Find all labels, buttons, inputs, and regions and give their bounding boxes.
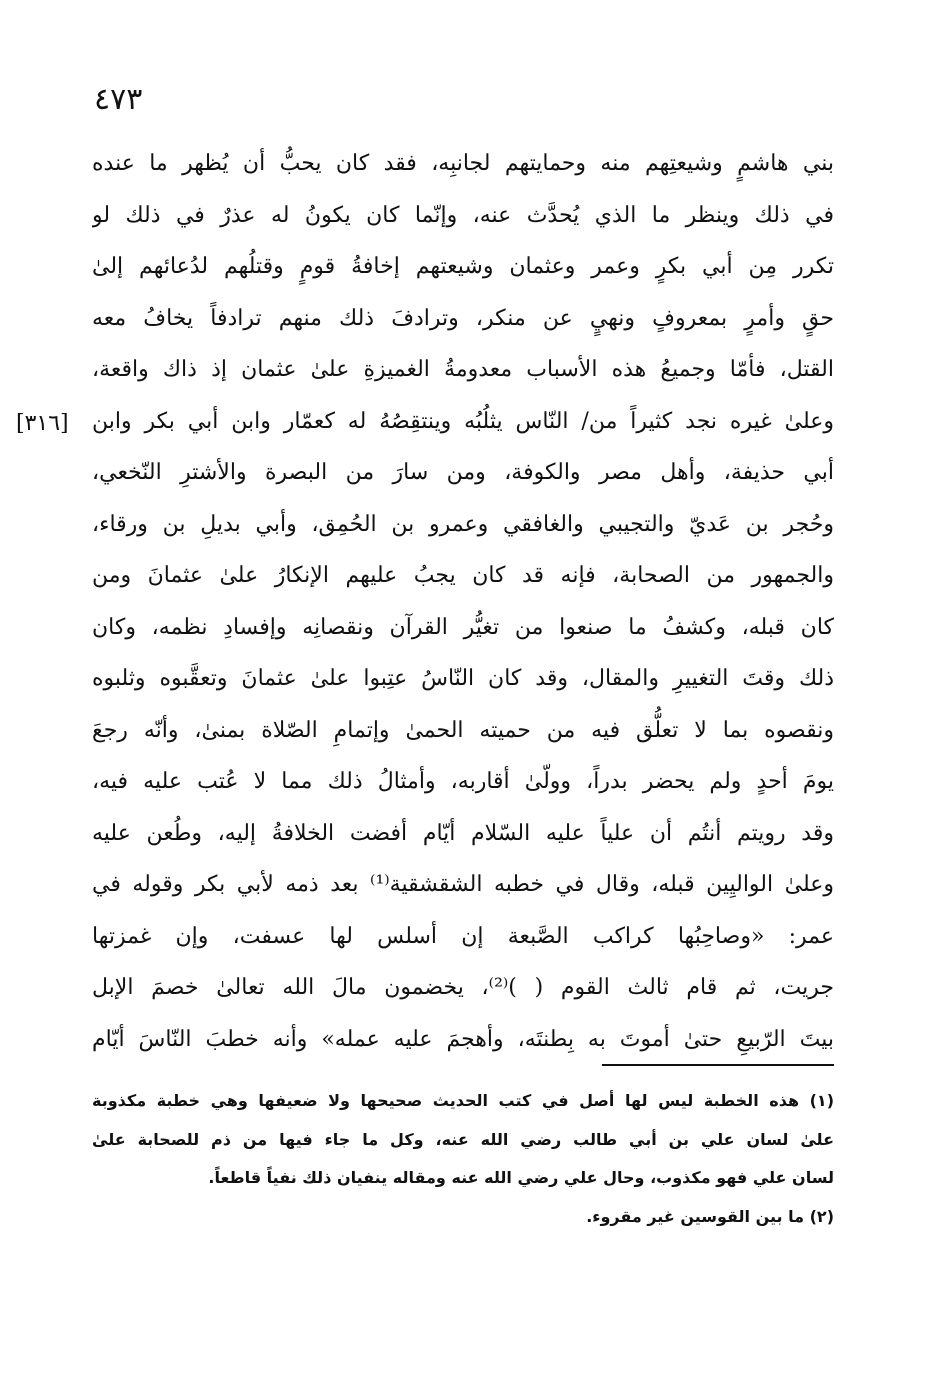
text-line: وحُجر بن عَديّ والتجيبي والغافقي وعمرو بن الحُمِق، وأبي بديلِ بن ورقاء،: [92, 511, 834, 537]
footnote-line: (١) هذه الخطبة ليس لها أصل في كتب الحديث صحيحها ولا ضعيفها وهي خطبة مكذوبة: [92, 1091, 834, 1110]
text-line: وعلىٰ الواليِين قبله، وقال في خطبه الشقشقية⁽¹⁾ بعد ذمه لأبي بكر وقوله في: [92, 872, 834, 897]
text-line: أبي حذيفة، وأهل مصر والكوفة، ومن سارَ من البصرة والأشترِ النّخعي،: [92, 460, 834, 485]
text-line: بيتَ الرّبيعِ حتىٰ أموتَ به بِطنتَه، وأهجمَ عليه عمله» وأنه خطبَ النّاسَ أيّام: [92, 1026, 834, 1052]
text-line: جريت، ثم قام ثالث القوم ( )⁽²⁾، يخضمون مالَ الله تعالىٰ خصمَ الإبل: [92, 975, 834, 1000]
text-line: وقد رويتم أنتُم أن علياً عليه السّلام أيّام أفضت الخلافةُ إليه، وطُعن عليه: [92, 820, 834, 846]
text-line: والجمهور من الصحابة، فإنه قد كان يجبُ عليهم الإنكارُ علىٰ عثمانَ ومن: [92, 563, 834, 588]
footnote-separator: [602, 1064, 834, 1066]
text-line: حقٍ وأمرٍ بمعروفٍ ونهيٍ عن منكر، وترادفَ ذلك منهم ترادفاً يخافُ معه: [92, 305, 834, 331]
text-line: عمر: «وصاحِبُها كراكب الصَّبعة إن أسلس لها عسفت، وإن غمزتها: [92, 923, 834, 949]
text-line: القتل، فأمّا وجميعُ هذه الأسباب معدومةُ الغميزةِ علىٰ عثمان إذ ذاك واقعة،: [92, 357, 834, 382]
footnotes: [92, 1082, 834, 1236]
text-line: يومَ أحدٍ ولم يحضر بدراً، وولّىٰ أقاربه، وأمثالُ ذلك مما لا عُتب عليه فيه،: [92, 769, 834, 794]
text-line: كان قبله، وكشفُ ما صنعوا من تغيُّر القرآن ونقصانِه وإفسادِ نظمه، وكان: [92, 614, 834, 640]
text-line: في ذلك وينظر ما الذي يُحدَّث عنه، وإنّما كان يكونُ له عذرٌ في ذلك لو: [92, 202, 834, 228]
text-line: ذلك وقتَ التغييرِ والمقال، وقد كان النّاسُ عتِبوا علىٰ عثمانَ وتعقَّبوه وثلبوه: [92, 666, 834, 691]
text-line: وعلىٰ غيره نجد كثيراً من/ النّاس يثلُبُه وينتقِصُهُ له كعمّار وابن أبي بكر وابن: [92, 408, 834, 434]
margin-reference: [٣١٦]: [16, 411, 69, 436]
main-text: [92, 138, 834, 1065]
text-line: ونقصوه بما لا تعلُّق فيه من حميته الحمىٰ وإتمامِ الصّلاة بمنىٰ، وأنّه رجعَ: [92, 717, 834, 743]
footnote-line: علىٰ لسان علي بن أبي طالب رضي الله عنه، وكل ما جاء فيها من ذم للصحابة علىٰ: [92, 1129, 834, 1149]
footnote-line: لسان علي فهو مكذوب، وحال علي رضي الله عنه ومقاله ينفيان ذلك نفياً قاطعاً.: [208, 1168, 834, 1187]
text-line: تكرر مِن أبي بكرٍ وعمر وعثمان وشيعتهم إخافةُ قومٍ وقتلُهم لدُعائهم إلىٰ: [92, 254, 834, 279]
footnote-line: (٢) ما بين القوسين غير مقروء.: [586, 1206, 834, 1226]
page-number: ٤٧٣: [94, 82, 143, 117]
text-line: بني هاشمٍ وشيعتِهم منه وحمايتهم لجانبِه، فقد كان يحبُّ أن يُظهر ما عنده: [92, 151, 834, 176]
